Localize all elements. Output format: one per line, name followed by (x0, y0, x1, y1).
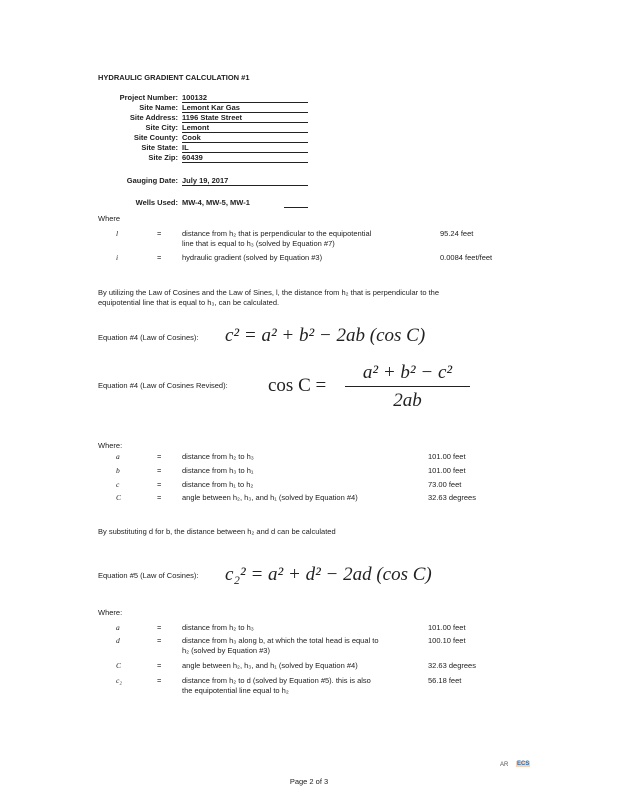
equation-4-revised-numerator: a² + b² − c² (362, 362, 453, 383)
row-value: 73.00 feet (428, 480, 462, 489)
equals-sign: = (157, 480, 162, 489)
equation-4-revised-lhs: cos C = (268, 375, 327, 396)
row-description: distance from h₃ along b, at which the total head is equal to (182, 636, 379, 645)
field-label: Site Address: (129, 113, 178, 122)
equals-sign: = (157, 452, 162, 461)
field-value: Lemont Kar Gas (182, 103, 308, 113)
where-heading: Where (98, 214, 121, 223)
page-title: HYDRAULIC GRADIENT CALCULATION #1 (98, 73, 250, 82)
row-symbol: c₂ (116, 676, 122, 685)
field-value: MW-4, MW-5, MW-1 (182, 198, 250, 207)
row-symbol: a (116, 623, 120, 632)
row-description-cont: the equipotential line equal to h₂ (182, 686, 289, 695)
row-value: 32.63 degrees (428, 493, 476, 502)
field-label: Site City: (145, 123, 178, 132)
row-symbol: c (116, 480, 120, 489)
equation-5-label: Equation #5 (Law of Cosines): (98, 571, 199, 580)
where-heading: Where: (98, 608, 123, 617)
field-label: Project Number: (119, 93, 178, 102)
field-label: Site State: (141, 143, 178, 152)
field-value: Lemont (182, 123, 308, 133)
equation-4-revised-label: Equation #4 (Law of Cosines Revised): (98, 381, 228, 390)
row-symbol: d (116, 636, 120, 645)
fraction-bar (345, 386, 470, 387)
row-value: 0.0084 feet/feet (440, 253, 493, 262)
row-description-cont: h₂ (solved by Equation #3) (182, 646, 270, 655)
row-value: 101.00 feet (428, 466, 466, 475)
underline (284, 207, 308, 208)
field-value: 1196 State Street (182, 113, 308, 123)
field-value: Cook (182, 133, 308, 143)
equation-4-label: Equation #4 (Law of Cosines): (98, 333, 199, 342)
row-description: angle between h₂, h₃, and h₁ (solved by Equation #4) (182, 493, 358, 502)
equals-sign: = (157, 636, 162, 645)
field-label: Site County: (133, 133, 178, 142)
equals-sign: = (157, 253, 162, 262)
row-description: distance from h₂ to d (solved by Equation #5). this is also (182, 676, 371, 685)
row-description: distance from h₁ to h₂ (182, 480, 254, 489)
field-value: 100132 (182, 93, 308, 103)
field-value: July 19, 2017 (182, 176, 308, 186)
row-description: distance from h₂ to h₃ (182, 452, 254, 461)
row-value: 95.24 feet (440, 229, 474, 238)
company-logo: ECS (517, 761, 530, 767)
equation-5: c₂² = a² + d² − 2ad (cos C) (225, 564, 432, 585)
row-description: angle between h₂, h₃, and h₁ (solved by Equation #4) (182, 661, 358, 670)
row-symbol: a (116, 452, 120, 461)
page-number: Page 2 of 3 (289, 777, 329, 786)
field-value: IL (182, 143, 308, 153)
equals-sign: = (157, 676, 162, 685)
row-symbol: b (116, 466, 120, 475)
equals-sign: = (157, 466, 162, 475)
row-description: hydraulic gradient (solved by Equation #3) (182, 253, 323, 262)
field-label: Site Name: (139, 103, 178, 112)
paragraph: By substituting d for b, the distance between h₂ and d can be calculated (98, 527, 336, 536)
equation-4-revised-denominator: 2ab (393, 390, 422, 411)
field-value: 60439 (182, 153, 308, 163)
row-description: distance from h₂ that is perpendicular to the equipotential (182, 229, 372, 238)
where-heading: Where: (98, 441, 123, 450)
field-label: Wells Used: (135, 198, 178, 207)
row-symbol: i (116, 253, 119, 262)
row-value: 101.00 feet (428, 452, 466, 461)
equals-sign: = (157, 661, 162, 670)
row-symbol: C (116, 493, 122, 502)
row-description-cont: line that is equal to h₃ (solved by Equation #7) (182, 239, 335, 248)
equals-sign: = (157, 229, 162, 238)
field-label: Site Zip: (148, 153, 178, 162)
row-value: 101.00 feet (428, 623, 466, 632)
paragraph: equipotential line that is equal to h₃, can be calculated. (98, 298, 280, 307)
paragraph: By utilizing the Law of Cosines and the Law of Sines, l, the distance from h₂ that is perpendicular to the (98, 288, 440, 297)
row-description: distance from h₂ to h₃ (182, 623, 254, 632)
initials: AR (500, 762, 509, 768)
row-value: 100.10 feet (428, 636, 466, 645)
row-symbol: l (116, 229, 119, 238)
equation-4: c² = a² + b² − 2ab (cos C) (225, 325, 426, 346)
field-label: Gauging Date: (126, 176, 178, 185)
row-value: 56.18 feet (428, 676, 462, 685)
equals-sign: = (157, 623, 162, 632)
row-description: distance from h₃ to h₁ (182, 466, 254, 475)
row-symbol: C (116, 661, 122, 670)
row-value: 32.63 degrees (428, 661, 476, 670)
equals-sign: = (157, 493, 162, 502)
